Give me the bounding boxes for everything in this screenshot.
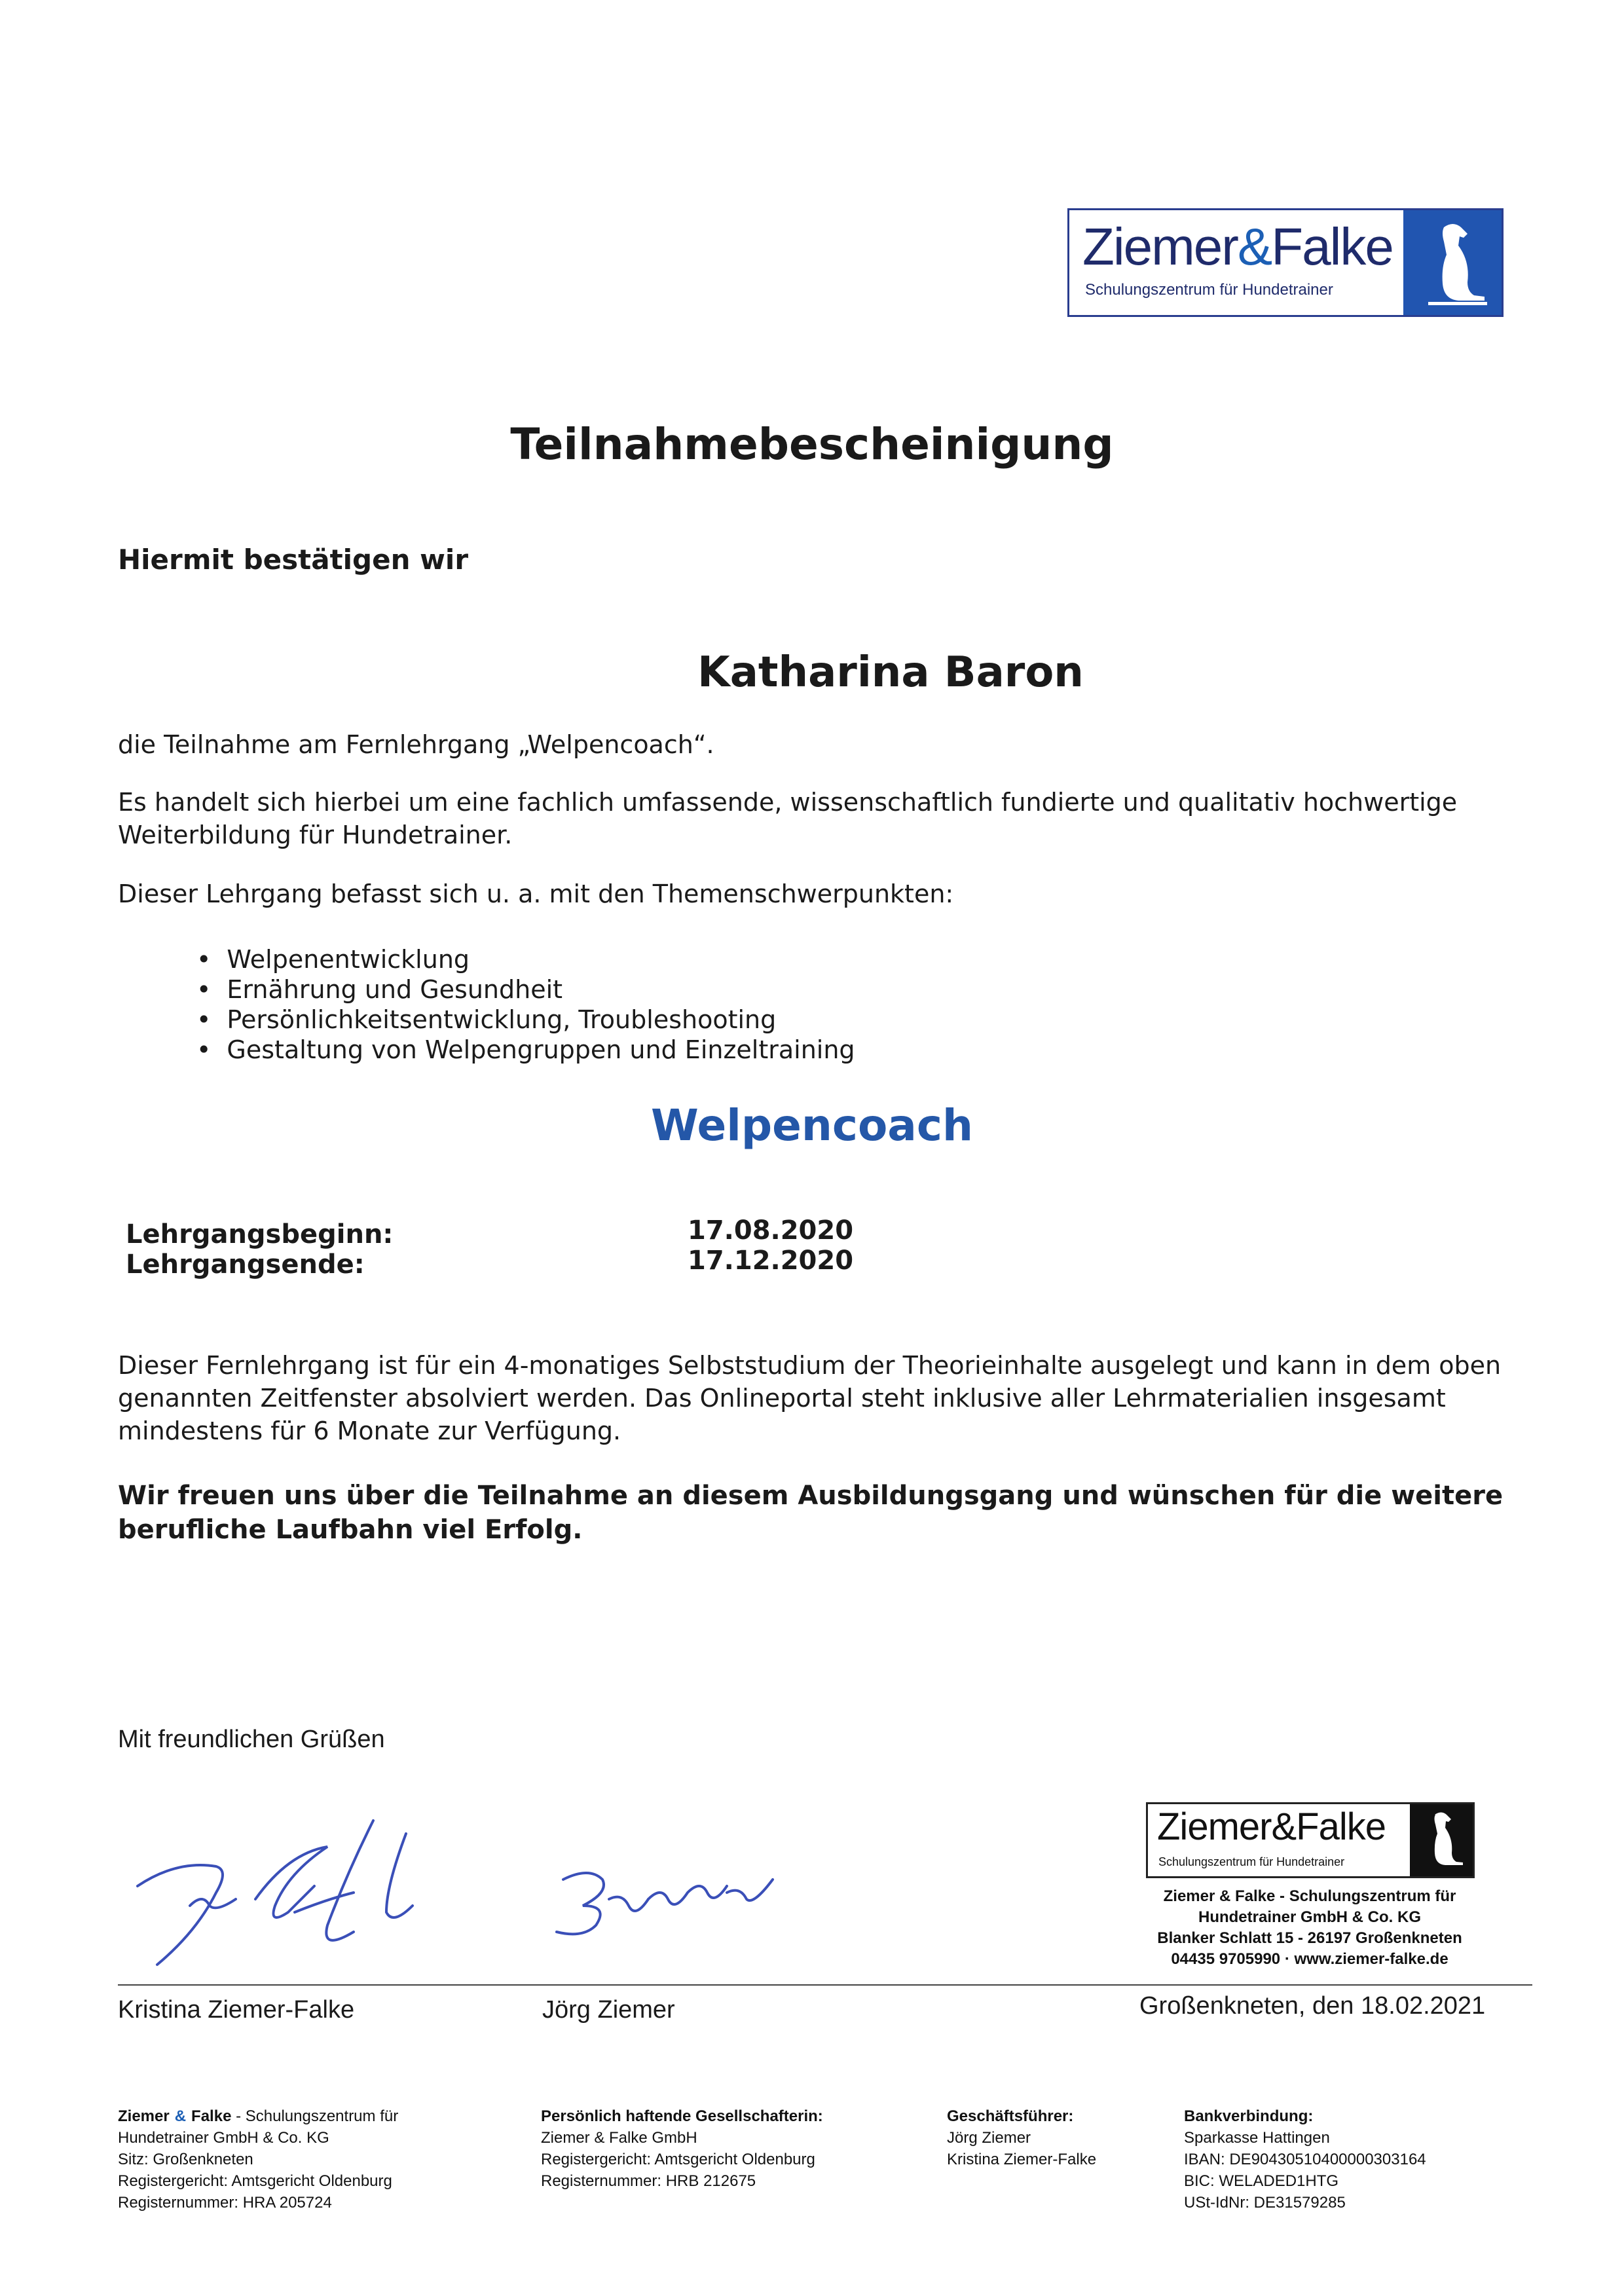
list-item: • Ernährung und Gesundheit [196, 974, 855, 1005]
signature-line [118, 1984, 1532, 1986]
logo-tagline: Schulungszentrum für Hundetrainer [1085, 281, 1333, 299]
topics-list [196, 944, 855, 1065]
paragraph-topics-intro: Dieser Lehrgang befasst sich u. a. mit den Themenschwerpunkten: [118, 880, 954, 908]
footer-management: Geschäftsführer: Jörg Ziemer Kristina Ziemer-Falke [947, 2107, 1097, 2168]
list-item: • Gestaltung von Welpengruppen und Einzeltraining [196, 1035, 855, 1065]
course-name: Welpencoach [651, 1100, 973, 1151]
signature-kristina [124, 1807, 465, 1978]
end-date-label: Lehrgangsende: [126, 1250, 365, 1280]
footer-bank: Bankverbindung: Sparkasse Hattingen IBAN: DE90430510400000303164 BIC: WELADED1HTG USt-IdNr: DE31579285 [1184, 2107, 1426, 2212]
dog-icon [1403, 210, 1502, 315]
signature-joerg [550, 1853, 799, 1945]
closing-statement: Wir freuen uns über die Teilnahme an diesem Ausbildungsgang und wünschen für die weitere berufliche Laufbahn viel Erfolg. [118, 1481, 1504, 1545]
document-title: Teilnahmebescheinigung [510, 419, 1114, 470]
paragraph-duration: Dieser Fernlehrgang ist für ein 4-monatiges Selbststudium der Theorieinhalte ausgelegt und kann in dem oben genannten Zeitfenster absolviert werden. Das Onlineportal steht inklusive aller Lehrmaterialien insgesamt mindestens für 6 Monate zur Verfügung. [118, 1351, 1502, 1445]
stamp-brand: Ziemer&Falke [1157, 1805, 1386, 1848]
greeting: Mit freundlichen Grüßen [118, 1726, 385, 1753]
end-date-value: 17.12.2020 [688, 1246, 854, 1276]
signer-middle: Jörg Ziemer [542, 1996, 675, 2024]
logo-brand: Ziemer&Falke [1082, 217, 1393, 276]
start-date-value: 17.08.2020 [688, 1215, 854, 1246]
start-date-label: Lehrgangsbeginn: [126, 1219, 394, 1250]
stamp-tagline: Schulungszentrum für Hundetrainer [1158, 1855, 1345, 1868]
signer-left: Kristina Ziemer-Falke [118, 1996, 355, 2024]
dog-icon [1410, 1804, 1473, 1876]
footer-company: Ziemer & Falke - Schulungszentrum für Hundetrainer GmbH & Co. KG Sitz: Großenkneten Registergericht: Amtsgericht Oldenburg Registernummer: HRA 205724 [118, 2107, 399, 2212]
company-logo [1067, 208, 1504, 317]
intro-text: Hiermit bestätigen wir [118, 544, 469, 576]
paragraph-course: die Teilnahme am Fernlehrgang „Welpencoach“. [118, 730, 714, 759]
company-stamp [1146, 1802, 1475, 1878]
list-item: • Welpenentwicklung [196, 944, 855, 974]
place-date: Großenkneten, den 18.02.2021 [1139, 1992, 1486, 2020]
participant-name: Katharina Baron [697, 648, 1084, 697]
paragraph-description: Es handelt sich hierbei um eine fachlich umfassende, wissenschaftlich fundierte und qualitativ hochwertige Weiterbildung für Hundetrainer. [118, 788, 1458, 849]
footer-partner: Persönlich haftende Gesellschafterin: Ziemer & Falke GmbH Registergericht: Amtsgericht Oldenburg Registernummer: HRB 212675 [541, 2107, 823, 2190]
stamp-address: Ziemer & Falke - Schulungszentrum für Hundetrainer GmbH & Co. KG Blanker Schlatt 15 - 26197 Großenkneten 04435 9705990 · www.ziemer-falke.de [1157, 1887, 1462, 1968]
list-item: • Persönlichkeitsentwicklung, Troubleshooting [196, 1005, 855, 1035]
